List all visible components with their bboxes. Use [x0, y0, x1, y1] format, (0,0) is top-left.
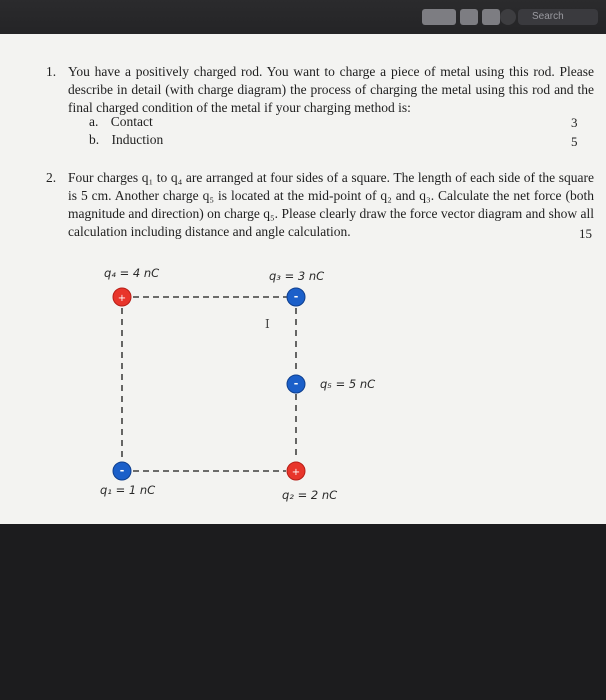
charge-diagram — [0, 34, 606, 524]
label-q2: q₂ = 2 nC — [282, 488, 338, 502]
label-q4: q₄ = 4 nC — [104, 266, 160, 280]
browser-toolbar — [0, 0, 606, 34]
option-label: a. — [89, 114, 99, 129]
charge-sign: - — [119, 464, 125, 477]
charge-q2 — [287, 462, 305, 480]
question-text: Four charges q₁ to q₄ are arranged at four sides of a square. The length of each side of the square is 5 cm. Another charge q₅ is located at the mid-point of q₂ and q₃. Calculate the net force (both magnitude and direction) on charge q₅. Please clearly draw the force vector diagram and show all calculation including distance and angle calculation. — [68, 170, 594, 239]
text-cursor-icon: I — [265, 317, 270, 331]
lock-icon[interactable] — [482, 9, 500, 25]
option-text: Contact — [110, 114, 153, 129]
option-label: b. — [89, 132, 100, 147]
charge-q3 — [287, 288, 305, 306]
question-number: 2. — [46, 170, 57, 185]
label-q3: q₃ = 3 nC — [269, 269, 325, 283]
label-q1: q₁ = 1 nC — [100, 483, 156, 497]
question-number: 1. — [46, 64, 57, 79]
charge-q1 — [113, 462, 131, 480]
question-2-marks: 15 — [579, 226, 592, 241]
charge-sign: + — [117, 293, 127, 304]
label-q5: q₅ = 5 nC — [320, 377, 376, 391]
option-text: Induction — [111, 132, 164, 147]
charge-sign: - — [293, 377, 299, 390]
dark-background — [0, 524, 606, 700]
option-b-marks: 5 — [571, 134, 578, 149]
pen-icon[interactable] — [422, 9, 456, 25]
circle-icon[interactable] — [500, 9, 516, 25]
charge-q5 — [287, 375, 305, 393]
document-page — [0, 34, 606, 524]
charge-sign: - — [293, 290, 299, 303]
option-a-marks: 3 — [571, 115, 578, 130]
search-input[interactable]: Search — [518, 9, 598, 25]
dropdown-icon[interactable] — [460, 9, 478, 25]
charge-sign: + — [291, 467, 301, 478]
charge-q4 — [113, 288, 131, 306]
question-text: You have a positively charged rod. You want to charge a piece of metal using this rod. Please describe in detail (with charge diagram) the process of charging the metal using this rod and the final charged condition of the metal if your charging method is: — [68, 64, 594, 115]
